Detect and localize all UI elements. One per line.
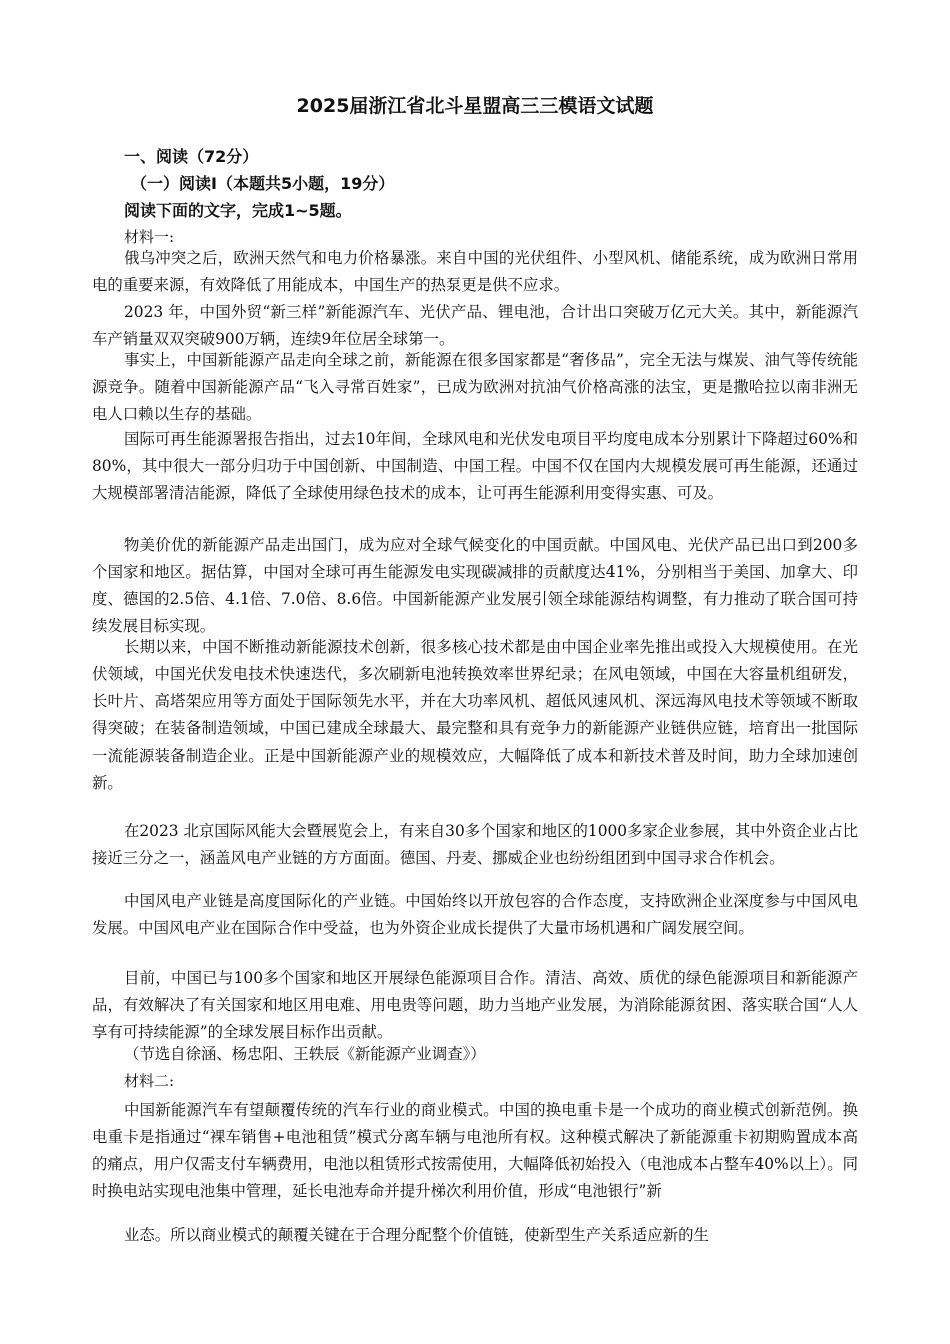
material-one-paragraph: 目前，中国已与100多个国家和地区开展绿色能源项目合作。清洁、高效、质优的绿色能源项目和新能源产品，有效解决了有关国家和地区用电难、用电贵等问题，助力当地产业发展，为消除能源贫困、落实联合国“人人享有可持续能源”的全球发展目标作出贡献。 [92, 969, 858, 1042]
material-one-source: （节选自徐涵、杨忠阳、王轶辰《新能源产业调查》） [124, 1045, 486, 1063]
material-one-paragraph: 物美价优的新能源产品走出国门，成为应对全球气候变化的中国贡献。中国风电、光伏产品已出口到200多个国家和地区。据估算，中国对全球可再生能源发电实现碳减排的贡献度达41%，分别相当于美国、加拿大、印度、德国的2.5倍、4.1倍、7.0倍、8.6倍。中国新能源产业发展引领全球能源结构调整，有力推动了联合国可持续发展目标实现。 [92, 536, 858, 636]
document-title: 2025届浙江省北斗星盟高三三模语文试题 [296, 95, 654, 117]
reading-instruction: 阅读下面的文字，完成1~5题。 [124, 201, 352, 220]
material-one-paragraph: 中国风电产业链是高度国际化的产业链。中国始终以开放包容的合作态度，支持欧洲企业深度参与中国风电发展。中国风电产业在国际合作中受益，也为外资企业成长提供了大量市场机遇和广阔发展空间。 [92, 892, 858, 938]
material-one-paragraph: 长期以来，中国不断推动新能源技术创新，很多核心技术都是由中国企业率先推出或投入大规模使用。在光伏领域，中国光伏发电技术快速迭代，多次刷新电池转换效率世界纪录；在风电领域，中国在大容量机组研发，长叶片、高塔架应用等方面处于国际领先水平，并在大功率风机、超低风速风机、深远海风电技术等领域不断取得突破；在装备制造领域，中国已建成全球最大、最完整和具有竞争力的新能源产业链供应链，培育出一批国际一流能源装备制造企业。正是中国新能源产业的规模效应，大幅降低了成本和新技术普及时间，助力全球加速创新。 [92, 638, 858, 792]
material-one-paragraph: 在2023 北京国际风能大会暨展览会上，有来自30多个国家和地区的1000多家企业参展，其中外资企业占比接近三分之一，涵盖风电产业链的方方面面。德国、丹麦、挪威企业也纷纷组团到中国寻求合作机会。 [92, 822, 858, 868]
subsection-heading: （一）阅读I（本题共5小题，19分） [131, 174, 395, 193]
material-two-label: 材料二: [124, 1072, 175, 1090]
section-heading: 一、阅读（72分） [124, 147, 259, 166]
material-two-paragraph: 业态。所以商业模式的颠覆关键在于合理分配整个价值链，使新型生产关系适应新的生 [124, 1226, 709, 1244]
material-one-paragraph: 2023 年，中国外贸“新三样”新能源汽车、光伏产品、锂电池，合计出口突破万亿元大关。其中，新能源汽车产销量双双突破900万辆，连续9年位居全球第一。 [92, 303, 858, 349]
material-two-paragraph: 中国新能源汽车有望颠覆传统的汽车行业的商业模式。中国的换电重卡是一个成功的商业模式创新范例。换电重卡是指通过“裸车销售+电池租赁”模式分离车辆与电池所有权。这种模式解决了新能源重卡初期购置成本高的痛点，用户仅需支付车辆费用，电池以租赁形式按需使用，大幅降低初始投入（电池成本占整车40%以上）。同时换电站实现电池集中管理，延长电池寿命并提升梯次利用价值，形成“电池银行”新 [92, 1101, 858, 1201]
material-one-paragraph: 俄乌冲突之后，欧洲天然气和电力价格暴涨。来自中国的光伏组件、小型风机、储能系统，成为欧洲日常用电的重要来源，有效降低了用能成本，中国生产的热泵更是供不应求。 [92, 249, 858, 295]
material-one-label: 材料一: [124, 228, 175, 246]
material-one-paragraph: 国际可再生能源署报告指出，过去10年间，全球风电和光伏发电项目平均度电成本分别累计下降超过60%和80%，其中很大一部分归功于中国创新、中国制造、中国工程。中国不仅在国内大规模发展可再生能源，还通过大规模部署清洁能源，降低了全球使用绿色技术的成本，让可再生能源利用变得实惠、可及。 [92, 430, 858, 503]
material-one-paragraph: 事实上，中国新能源产品走向全球之前，新能源在很多国家都是“奢侈品”，完全无法与煤炭、油气等传统能源竞争。随着中国新能源产品“飞入寻常百姓家”，已成为欧洲对抗油气价格高涨的法宝，更是撒哈拉以南非洲无电人口赖以生存的基础。 [92, 351, 858, 424]
